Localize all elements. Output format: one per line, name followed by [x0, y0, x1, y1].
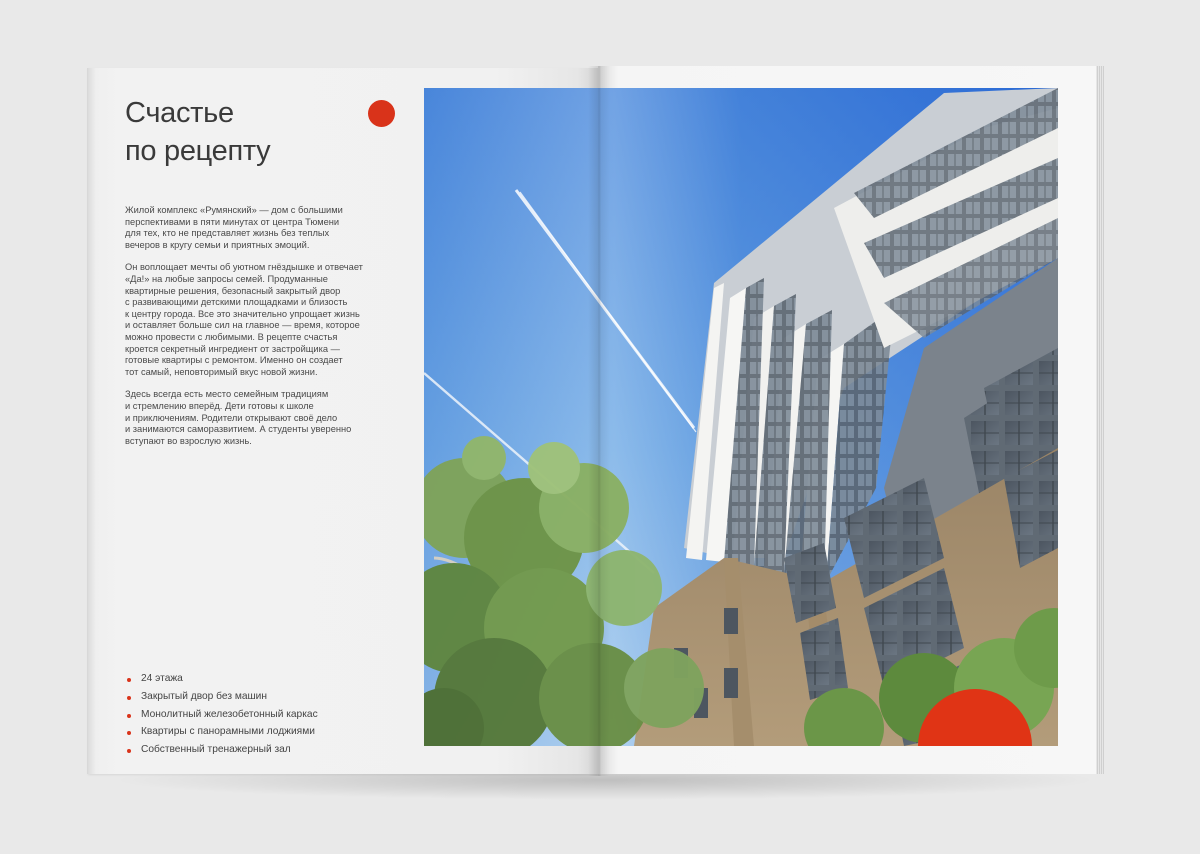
text-line: с развивающими детскими площадками и близость	[125, 297, 348, 308]
text-line: Жилой комплекс «Румянский» — дом с большими	[125, 205, 343, 215]
page-title	[125, 94, 270, 170]
text-line: Здесь всегда есть место семейным традициям	[125, 389, 329, 400]
open-brochure	[88, 66, 1104, 776]
accent-dot	[368, 100, 395, 127]
list-item: Собственный тренажерный зал	[125, 741, 318, 759]
list-item: Квартиры с панорамными лоджиями	[125, 723, 318, 741]
feature-list	[125, 670, 318, 759]
paragraph	[125, 262, 385, 378]
text-line: кроется секретный ингредиент от застройщика —	[125, 343, 340, 354]
text-line: тот самый, неповторимый вкус новой жизни.	[125, 366, 318, 377]
title-line-1: Счастье	[125, 97, 234, 129]
text-line: перспективами в пяти минутах от центра Тюмени	[125, 216, 340, 227]
text-line: Он воплощает мечты об уютном гнёздышке и отвечает	[125, 262, 363, 273]
building-photo	[424, 88, 1058, 746]
body-text	[125, 205, 385, 458]
text-line: для тех, кто не представляет жизнь без теплых	[125, 228, 330, 239]
paragraph	[125, 205, 385, 251]
text-line: квартирные решения, безопасный закрытый двор	[125, 285, 341, 296]
text-line: к центру города. Все это значительно упрощает жизнь	[125, 308, 360, 319]
title-line-2: по рецепту	[125, 135, 271, 167]
page-edge	[1096, 66, 1104, 774]
text-line: вечеров в кругу семьи и приятных эмоций.	[125, 239, 310, 250]
paragraph	[125, 389, 385, 447]
text-line: и приключениям. Родители открывают своё дело	[125, 412, 338, 423]
text-line: вступают во взрослую жизнь.	[125, 435, 252, 446]
list-item: 24 этажа	[125, 670, 318, 688]
list-item: Закрытый двор без машин	[125, 688, 318, 706]
text-line: и стремлению вперёд. Дети готовы к школе	[125, 400, 314, 411]
text-line: и оставляет больше сил на главное — время, которое	[125, 320, 360, 331]
text-line: готовые квартиры с ремонтом. Именно он создает	[125, 355, 343, 366]
text-line: можно провести с любимыми. В рецепте счастья	[125, 331, 338, 342]
text-line: и занимаются саморазвитием. А студенты уверенно	[125, 424, 352, 435]
text-line: «Да!» на любые запросы семей. Продуманные	[125, 273, 328, 284]
list-item: Монолитный железобетонный каркас	[125, 706, 318, 724]
